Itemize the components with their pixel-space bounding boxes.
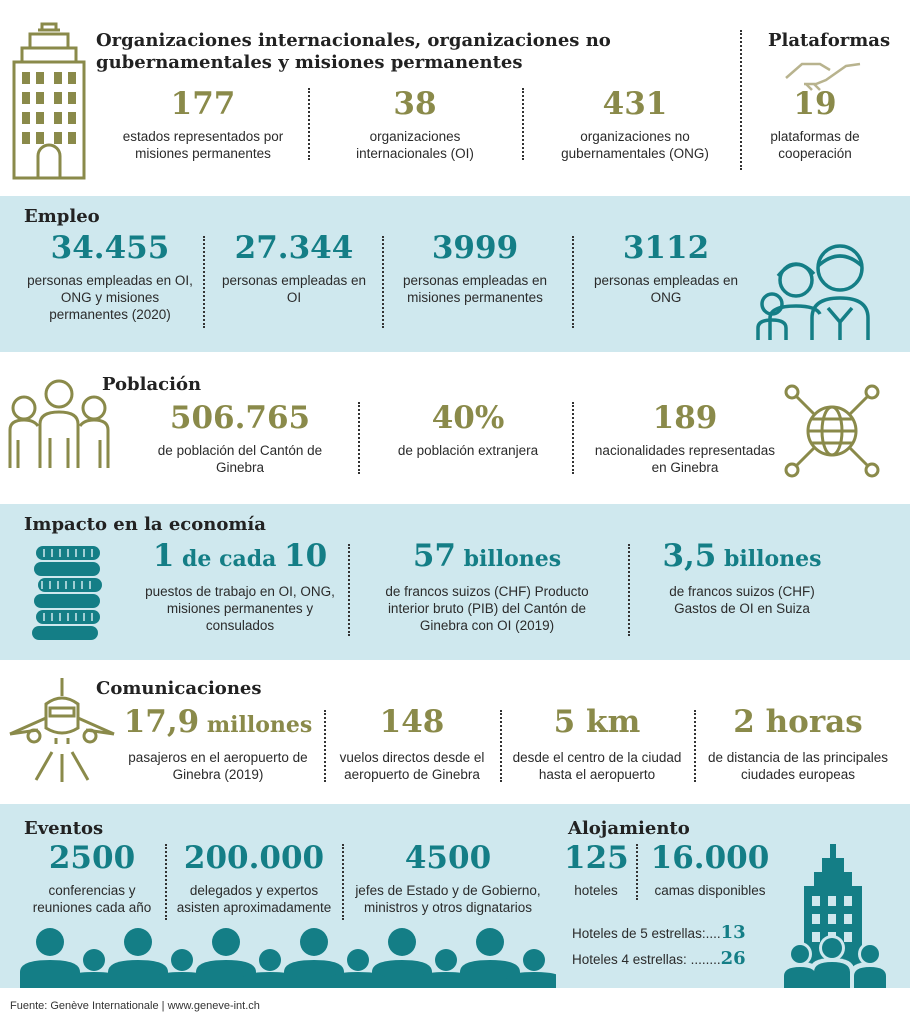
stat-extranjera (378, 400, 558, 459)
stat-distancia (506, 704, 688, 783)
eventos-title: Eventos (24, 818, 104, 839)
stat-value: 40% (431, 400, 505, 436)
people-group-icon (6, 378, 112, 470)
divider (522, 88, 524, 160)
stat-label: delegados y expertos asisten aproximadamente (176, 883, 332, 915)
stat-label: jefes de Estado y de Gobierno, ministros y otros dignatarios (355, 883, 541, 915)
globe-network-icon (782, 382, 882, 480)
stat-label: personas empleadas en OI (221, 273, 367, 305)
stat-ong (540, 86, 730, 162)
stat-label: estados representados por misiones permanentes (122, 129, 284, 161)
stat-label: organizaciones no gubernamentales (ONG) (561, 129, 709, 161)
stat-value: 125 (564, 840, 629, 876)
divider (572, 236, 574, 328)
empleo-title: Empleo (24, 206, 100, 227)
stat-value: 57 billones (412, 538, 562, 574)
stat-label: organizaciones internacionales (OI) (356, 129, 474, 161)
stat-label: camas disponibles (654, 883, 766, 898)
stat-value: 16.000 (650, 840, 770, 876)
divider (165, 844, 167, 920)
eventos-section (0, 804, 910, 988)
stat-gastos (650, 538, 834, 617)
stat-empleo-oi (214, 230, 374, 306)
stat-value: 506.765 (169, 400, 311, 436)
economia-title: Impacto en la economía (24, 514, 266, 535)
source-footer: Fuente: Genève Internationale | www.geneve-int.ch (10, 1000, 260, 1012)
stat-label: personas empleadas en ONG (593, 273, 739, 305)
stat-value: 148 (379, 704, 445, 740)
stat-value: 34.455 (50, 230, 170, 266)
divider (348, 544, 350, 636)
stat-value: 3,5 billones (662, 538, 822, 574)
stat-value: 2 horas (733, 704, 863, 740)
stat-label: de distancia de las principales ciudades europeas (707, 750, 889, 782)
building-icon (8, 22, 90, 180)
stat-empleos-ratio (140, 538, 340, 634)
stat-label: de francos suizos (CHF) Gastos de OI en Suiza (669, 584, 815, 616)
coins-stack-icon (30, 544, 106, 640)
poblacion-title: Población (102, 374, 202, 395)
stat-value: 177 (170, 86, 236, 122)
stat-label: hoteles (574, 883, 618, 898)
stat-value: 5 km (553, 704, 641, 740)
divider (628, 544, 630, 636)
stat-empleo-ong (582, 230, 750, 306)
hotel-building-icon (780, 844, 900, 988)
orgs-section (0, 0, 910, 190)
stat-vuelos (332, 704, 492, 783)
divider (358, 402, 360, 474)
stat-value: 200.000 (183, 840, 325, 876)
stat-conferencias (22, 840, 162, 916)
plataformas-title: Plataformas (768, 30, 891, 51)
stat-label: plataformas de cooperación (770, 129, 860, 161)
divider (203, 236, 205, 328)
stat-value: 17,9 millones (123, 704, 313, 740)
divider (572, 402, 574, 474)
stat-value: 3999 (431, 230, 519, 266)
stat-value: 1 de cada 10 (152, 538, 328, 574)
empleo-section (0, 196, 910, 352)
divider (382, 236, 384, 328)
stat-label: pasajeros en el aeropuerto de Ginebra (2019) (128, 750, 308, 782)
stat-label: de francos suizos (CHF) Producto interior bruto (PIB) del Cantón de Ginebra con OI (2019) (385, 584, 589, 633)
stat-value: 3112 (622, 230, 710, 266)
economia-section (0, 504, 910, 660)
stat-value: 27.344 (234, 230, 354, 266)
poblacion-section (0, 360, 910, 496)
stat-camas (644, 840, 776, 899)
divider (342, 844, 344, 920)
stat-plataformas (760, 86, 870, 162)
stat-label: desde el centro de la ciudad hasta el aeropuerto (512, 750, 682, 782)
stat-value: 189 (652, 400, 718, 436)
stat-empleo-mp (390, 230, 560, 306)
stat-nacionalidades (590, 400, 780, 476)
stat-missions (108, 86, 298, 162)
stat-delegados (170, 840, 338, 916)
stat-label: conferencias y reuniones cada año (32, 883, 152, 915)
four-star-hotels: Hoteles 4 estrellas: ........26 (572, 948, 746, 969)
alojamiento-title: Alojamiento (568, 818, 690, 839)
stat-value: 38 (393, 86, 437, 122)
stat-pasajeros (118, 704, 318, 783)
divider (500, 710, 502, 782)
stat-poblacion (140, 400, 340, 476)
comunicaciones-section (0, 666, 910, 798)
divider (308, 88, 310, 160)
stat-label: puestos de trabajo en OI, ONG, misiones permanentes y consulados (145, 584, 335, 633)
stat-label: personas empleadas en OI, ONG y misiones permanentes (2020) (27, 273, 193, 322)
stat-label: vuelos directos desde el aeropuerto de Ginebra (339, 750, 485, 782)
divider (636, 844, 638, 900)
orgs-title: Organizaciones internacionales, organizaciones no gubernamentales y misiones permanentes (96, 30, 611, 73)
stat-empleo-total (22, 230, 198, 323)
family-icon (756, 240, 886, 344)
divider (740, 30, 742, 170)
stat-label: de población extranjera (397, 443, 539, 458)
stat-value: 19 (793, 86, 837, 122)
comunicaciones-title: Comunicaciones (96, 678, 262, 699)
divider (694, 710, 696, 782)
stat-horas (700, 704, 896, 783)
stat-oi (330, 86, 500, 162)
stat-dignatarios (348, 840, 548, 916)
divider (324, 710, 326, 782)
stat-hoteles (564, 840, 628, 899)
stat-pib (372, 538, 602, 634)
audience-icon (16, 920, 556, 988)
stat-value: 2500 (48, 840, 136, 876)
stat-label: de población del Cantón de Ginebra (157, 443, 323, 475)
stat-label: nacionalidades representadas en Ginebra (594, 443, 776, 475)
stat-label: personas empleadas en misiones permanentes (402, 273, 548, 305)
stat-value: 4500 (404, 840, 492, 876)
five-star-hotels: Hoteles de 5 estrellas:....13 (572, 922, 746, 943)
stat-value: 431 (602, 86, 668, 122)
